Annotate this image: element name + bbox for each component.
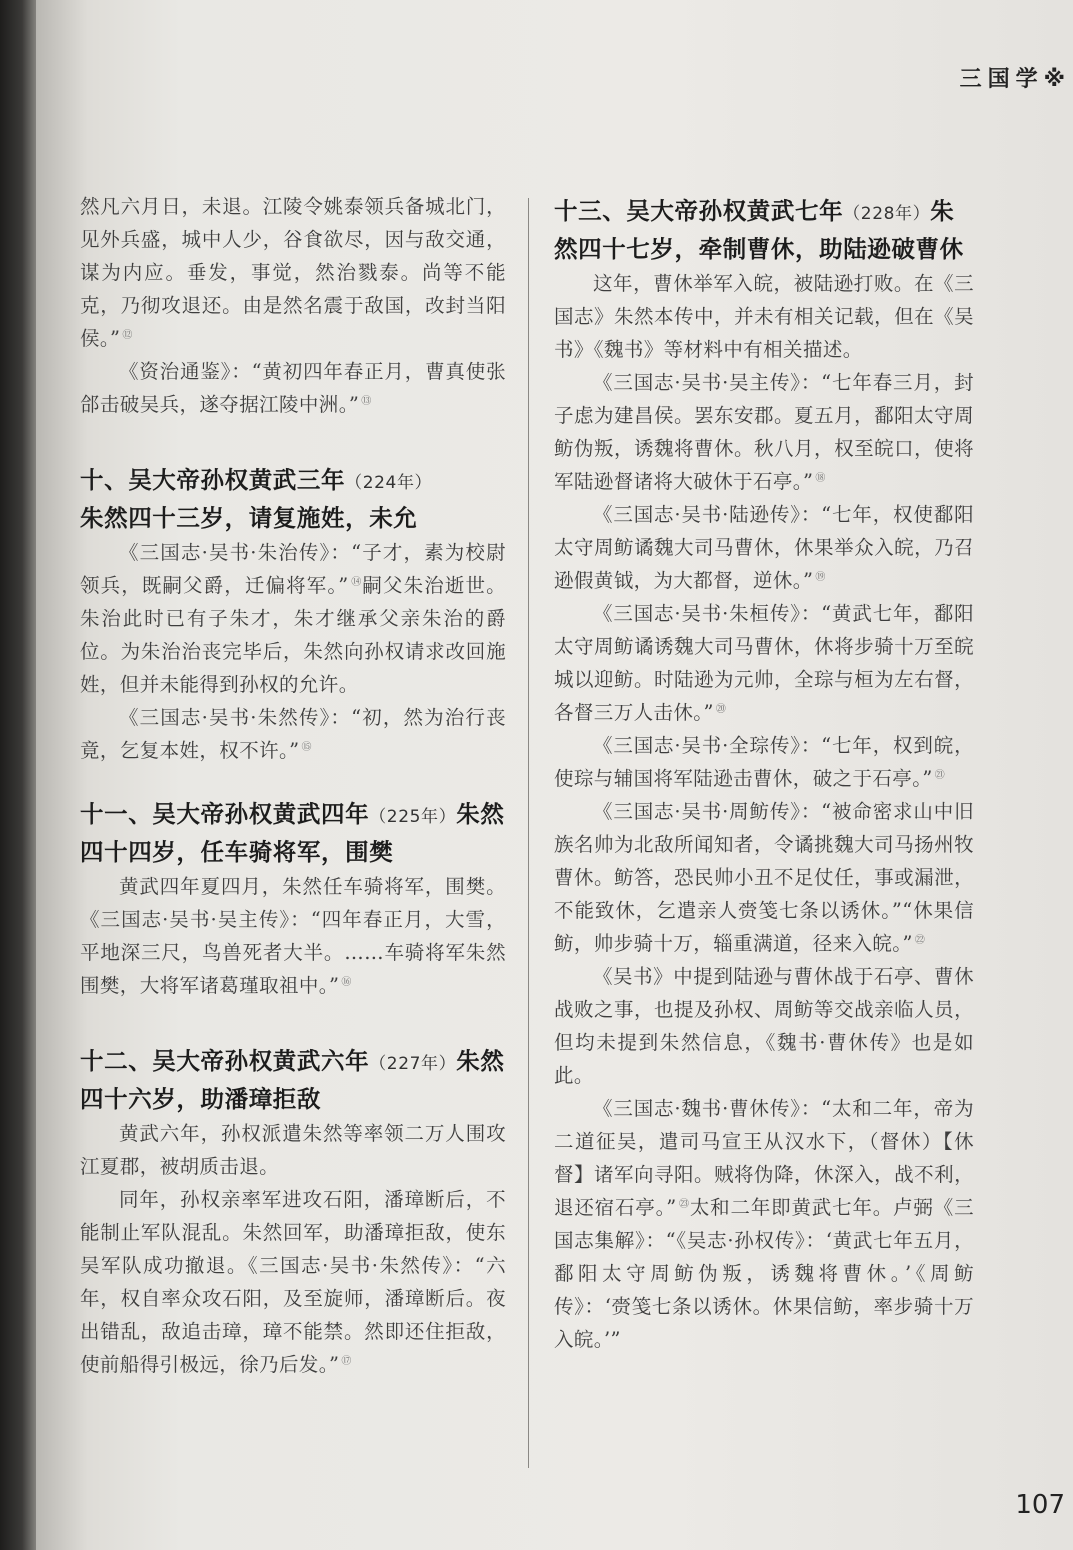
section-heading-11: 十一、吴大帝孙权黄武四年（225年）朱然四十四岁，任车骑将军，围樊 [80,800,505,866]
paragraph: 同年，孙权亲率军进攻石阳，潘璋断后，不能制止军队混乱。朱然回军，助潘璋拒敌，使东吴军队成功撤退。《三国志·吴书·朱然传》：“六年，权自率众攻石阳，及至旋师，潘璋断后。夜出错乱，敌追击璋，璋不能禁。然即还住拒敌，使前船得引极远，徐乃后发。” ⑰ [80,1188,506,1376]
book-spine-shadow [0,0,40,1550]
paragraph: 然凡六月日，未退。江陵令姚泰领兵备城北门，见外兵盛，城中人少，谷食欲尽，因与敌交通，谋为内应。垂发，事觉，然治戮泰。尚等不能克，乃彻攻退还。由是然名震于敌国，改封当阳侯。” ⑫ [80,195,506,350]
left-column [80,190,506,1381]
footnote-marker: ㉓ [678,1198,690,1210]
paragraph: 《三国志·吴书·全琮传》：“七年，权到皖，使琮与辅国将军陆逊击曹休，破之于石亭。” $^㉑$ [554,734,974,790]
column-divider [528,198,529,1468]
paragraph: 黄武四年夏四月，朱然任车骑将军，围樊。《三国志·吴书·吴主传》：“四年春正月，大雪，平地深三尺，鸟兽死者大半。……车骑将军朱然围樊，大将军诸葛瑾取祖中。” ⑯ [80,875,506,997]
running-head: 三国学※ [959,67,1071,92]
paragraph: 这年，曹休举军入皖，被陆逊打败。在《三国志》朱然本传中，并未有相关记载，但在《吴书》《魏书》等材料中有相关描述。 [554,272,974,361]
footnote-marker: ⑲ [815,571,826,583]
footnote-marker: ⑳ [715,703,727,715]
footnote-marker: ⑮ [301,741,312,753]
paragraph: 《三国志·吴书·朱然传》：“初，然为治行丧竟，乞复本姓，权不许。” ⑮ [80,706,506,762]
footnote-marker: ⑯ [341,976,352,988]
paragraph: 《吴书》中提到陆逊与曹休战于石亭、曹休战败之事，也提及孙权、周鲂等交战亲临人员，但均未提到朱然信息，《魏书·曹休传》也是如此。 [554,965,974,1087]
page-number: 107 [1015,1490,1065,1520]
right-column [554,194,974,1356]
heading-year: （227年） [369,1054,457,1074]
paragraph: 《资治通鉴》：“黄初四年春正月，曹真使张郃击破吴兵，遂夺据江陵中洲。” ⑬ [80,360,506,416]
footnote-marker: ⑭ [350,576,363,588]
heading-year: （228年） [843,204,931,224]
section-heading-12: 十二、吴大帝孙权黄武六年（227年）朱然四十六岁，助潘璋拒敌 [80,1047,505,1113]
section-heading-10: 十、吴大帝孙权黄武三年（224年） 朱然四十三岁，请复施姓，未允 [80,466,433,532]
footnote-marker: ⑫ [122,329,133,341]
footnote-marker: ㉑ [934,769,946,781]
book-page [36,0,1073,1550]
paragraph: 《三国志·吴书·朱治传》：“子才，素为校尉领兵，既嗣父爵，迁偏将军。” ⑭嗣父朱治逝世。朱治此时已有子朱才，朱才继承父亲朱治的爵位。为朱治治丧完毕后，朱然向孙权请求改回施姓，但并未能得到孙权的允许。 [80,541,506,696]
paragraph: 《三国志·吴书·周鲂传》：“被命密求山中旧族名帅为北敌所闻知者，令谲挑魏大司马扬州牧曹休。鲂答，恐民帅小丑不足仗任，事或漏泄，不能致休，乞遣亲人赍笺七条以诱休。”“休果信鲂，帅步骑十万，辎重满道，径来入皖。” $^㉒$ [554,800,974,955]
paragraph: 《三国志·魏书·曹休传》：“太和二年，帝为二道征吴，遣司马宣王从汉水下，（督休）【休督】诸军向寻阳。贼将伪降，休深入，战不利，退还宿石亭。” $^㉓$太和二年即黄武七年。卢弼《三国志集解》：“《吴志·孙权传》：‘黄武七年五月，鄱阳太守周鲂伪叛，诱魏将曹休。’《周鲂传》：‘赍笺七条以诱休。休果信鲂，率步骑十万入皖。’” [554,1097,974,1351]
footnote-marker: ⑬ [361,395,372,407]
footnote-marker: ㉒ [914,934,926,946]
paragraph: 黄武六年，孙权派遣朱然等率领二万人围攻江夏郡，被胡质击退。 [80,1122,506,1178]
footnote-marker: ⑰ [341,1355,352,1367]
paragraph: 《三国志·吴书·吴主传》：“七年春三月，封子虑为建昌侯。罢东安郡。夏五月，鄱阳太守周鲂伪叛，诱魏将曹休。秋八月，权至皖口，使将军陆逊督诸将大破休于石亭。” ⑱ [554,371,974,493]
paragraph: 《三国志·吴书·陆逊传》：“七年，权使鄱阳太守周鲂谲魏大司马曹休，休果举众入皖，乃召逊假黄钺，为大都督，逆休。” ⑲ [554,503,974,592]
section-heading-13: 十三、吴大帝孙权黄武七年（228年）朱然四十七岁，牵制曹休，助陆逊破曹休 [554,197,964,263]
heading-year: （225年） [369,807,457,827]
paragraph: 《三国志·吴书·朱桓传》：“黄武七年，鄱阳太守周鲂谲诱魏大司马曹休，休将步骑十万至皖城以迎鲂。时陆逊为元帅，全琮与桓为左右督，各督三万人击休。” ⑳ [554,602,974,724]
footnote-marker: ⑱ [815,472,826,484]
heading-year: （224年） [345,473,433,493]
